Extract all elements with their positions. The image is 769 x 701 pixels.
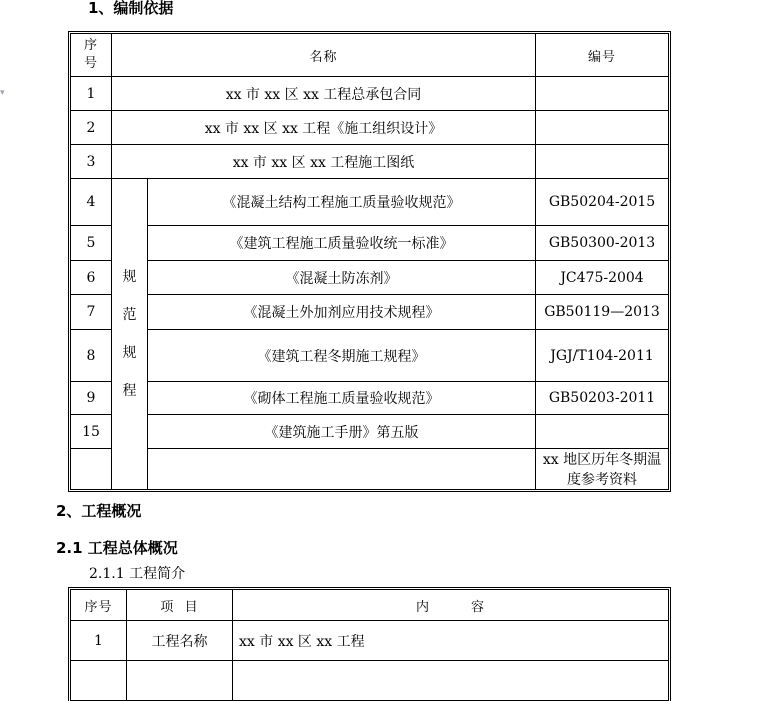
section-2-1-title: 2.1 工程总体概况 [56,539,178,557]
table-header-row [71,590,669,621]
cell-name: 《混凝土防冻剂》 [148,261,536,295]
cell-seq [71,449,112,490]
cell-name: xx 地区历年冬期温度参考资料 [536,449,669,490]
cell-empty [148,449,536,490]
table-row [71,226,669,261]
header-seq: 序号 [71,590,127,621]
cell-code [536,77,669,111]
header-item: 项 目 [127,590,233,621]
table-row [71,382,669,415]
cell-seq: 2 [71,111,112,145]
basis-table [70,33,669,490]
cell-seq: 1 [71,621,127,661]
cell-code: GB50300-2013 [536,226,669,261]
cell-seq: 9 [71,382,112,415]
cell-code: GB50119—2013 [536,295,669,330]
cell-code: JGJ/T104-2011 [536,330,669,382]
cell-name: 《砌体工程施工质量验收规范》 [148,382,536,415]
margin-marker: ▾ [0,88,5,98]
cell-name[interactable]: xx 市 xx 区 xx 工程总承包合同 [112,77,536,111]
overview-table [70,589,669,701]
table-row [71,621,669,661]
cell-name: 《建筑施工手册》第五版 [148,415,536,449]
cell-item: 工程名称 [127,621,233,661]
cell-code [536,111,669,145]
table-row [71,661,669,701]
table-row [71,449,669,490]
section-1-title: 1、编制依据 [88,0,174,17]
cell-seq: 7 [71,295,112,330]
cell-name: 《建筑工程冬期施工规程》 [148,330,536,382]
cell-seq: 3 [71,145,112,179]
cell-code: GB50203-2011 [536,382,669,415]
cell-code: GB50204-2015 [536,179,669,226]
cell-code [536,415,669,449]
cell-seq: 4 [71,179,112,226]
cell-item [127,661,233,701]
cell-name: xx 市 xx 区 xx 工程《施工组织设计》 [112,111,536,145]
cell-content: xx 市 xx 区 xx 工程 [233,621,669,661]
header-code: 编号 [536,34,669,77]
table-row [71,261,669,295]
cell-seq [71,661,127,701]
table-row [71,415,669,449]
header-seq: 序号 [71,34,112,77]
header-content: 内 容 [233,590,669,621]
cell-seq: 5 [71,226,112,261]
table-row [71,330,669,382]
cell-name: 《混凝土外加剂应用技术规程》 [148,295,536,330]
cell-name: xx 市 xx 区 xx 工程施工图纸 [112,145,536,179]
cell-seq: 6 [71,261,112,295]
cell-content [233,661,669,701]
table-row [71,179,669,226]
cell-code [536,145,669,179]
cell-seq: 15 [71,415,112,449]
section-2-title: 2、工程概况 [56,502,142,520]
group-label-specs: 规 范 规 程 [112,179,148,490]
table-row [71,145,669,179]
table-row [71,111,669,145]
header-name: 名称 [112,34,536,77]
cell-name: 《混凝土结构工程施工质量验收规范》 [148,179,536,226]
table-row [71,77,669,111]
table-header-row [71,34,669,77]
table-row [71,295,669,330]
section-2-1-1-title: 2.1.1 工程简介 [89,566,186,582]
cell-name: 《建筑工程施工质量验收统一标准》 [148,226,536,261]
cell-code: JC475-2004 [536,261,669,295]
cell-seq: 8 [71,330,112,382]
cell-seq: 1 [71,77,112,111]
